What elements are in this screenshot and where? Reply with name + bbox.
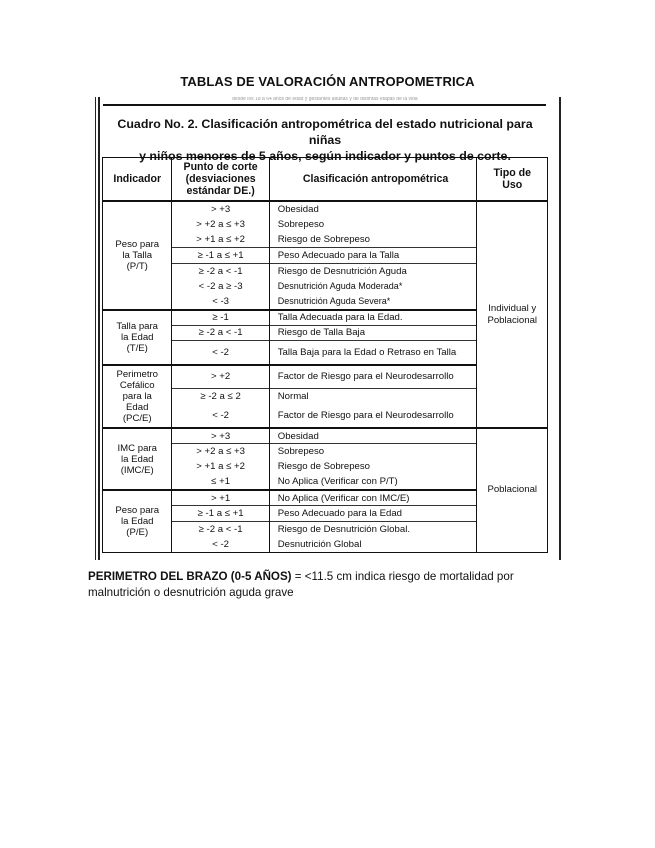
indicador-line: (T/E) — [126, 342, 148, 354]
uso-individual-poblacional — [477, 201, 548, 428]
frame-border-left-inner — [98, 97, 100, 560]
indicador-line: Perimetro — [116, 368, 159, 380]
punto-de-corte: < -3 — [172, 294, 269, 310]
indicador-line: (P/T) — [126, 260, 148, 272]
cropped-faint-text: desde los 18 a 64 años de edad y gestantes adultas y de distintas etapas de la vida — [232, 97, 418, 101]
caption-line-1: Cuadro No. 2. Clasificación antropométrica del estado nutricional para niñas — [117, 117, 533, 147]
header-tipo-de-uso — [477, 158, 548, 202]
clasificacion: No Aplica (Verificar con P/T) — [277, 476, 398, 488]
punto-de-corte: ≥ -2 a ≤ 2 — [172, 389, 269, 405]
header-indicador: Indicador — [103, 158, 172, 202]
indicador-line: (PC/E) — [122, 412, 152, 424]
caption-line-2: y niños menores de 5 años, según indicador y puntos de corte. — [139, 149, 511, 163]
indicador-line: IMC para — [117, 442, 157, 454]
punto-de-corte: > +3 — [172, 428, 269, 444]
punto-de-corte: ≥ -1 a ≤ +1 — [172, 506, 269, 522]
indicador-line: (P/E) — [126, 526, 149, 538]
punto-de-corte: > +2 — [172, 365, 269, 389]
indicador-line: Peso para — [115, 504, 160, 516]
clasificacion: Normal — [269, 389, 477, 405]
punto-de-corte: ≥ -2 a < -1 — [172, 263, 269, 279]
punto-de-corte: < -2 — [172, 341, 269, 365]
indicador-t-e — [103, 310, 172, 365]
uso-line: Poblacional — [487, 314, 538, 326]
clasificacion: Desnutrición Aguda Moderada* — [277, 280, 403, 291]
punto-de-corte: ≥ -2 a < -1 — [172, 325, 269, 341]
clasificacion: Obesidad — [269, 428, 477, 444]
table-row — [103, 428, 548, 444]
indicador-pc-e — [103, 365, 172, 429]
header-punto-line1: Punto de corte — [183, 161, 258, 173]
clasificacion: Obesidad — [269, 201, 477, 217]
punto-de-corte: > +2 a ≤ +3 — [172, 217, 269, 233]
header-uso-line1: Tipo de — [493, 167, 531, 179]
punto-de-corte: < -2 — [172, 537, 269, 553]
anthropometric-table — [102, 157, 548, 553]
indicador-line: (IMC/E) — [120, 464, 154, 476]
clasificacion: Desnutrición Aguda Severa* — [277, 295, 391, 306]
indicador-line: la Edad — [120, 515, 154, 527]
clasificacion: Sobrepeso — [269, 444, 477, 460]
footer-text-line1: <11.5 cm indica riesgo de mortalidad por — [304, 570, 514, 583]
clasificacion: Riesgo de Desnutrición Global. — [269, 521, 477, 537]
punto-de-corte: < -2 a ≥ -3 — [172, 279, 269, 295]
indicador-line: Talla para — [116, 320, 159, 332]
clasificacion: Riesgo de Sobrepeso — [277, 234, 371, 245]
indicador-p-t — [103, 201, 172, 310]
clasificacion: Desnutrición Global — [269, 537, 477, 553]
punto-de-corte: ≥ -1 a ≤ +1 — [172, 248, 269, 264]
footer-note — [88, 569, 568, 600]
punto-de-corte: ≤ +1 — [172, 475, 269, 491]
indicador-p-e — [103, 490, 172, 552]
punto-de-corte: > +1 — [172, 490, 269, 506]
top-rule — [103, 104, 546, 106]
frame-border-left — [95, 97, 96, 560]
header-punto-de-corte — [172, 158, 269, 202]
clasificacion: Peso Adecuado para la Talla — [269, 248, 477, 264]
clasificacion: Factor de Riesgo para el Neurodesarrollo — [269, 365, 477, 389]
clasificacion: Riesgo de Sobrepeso — [277, 461, 371, 473]
clasificacion: Talla Baja para la Edad o Retraso en Talla — [269, 341, 477, 365]
indicador-line: Peso para — [115, 238, 160, 250]
clasificacion: Factor de Riesgo para el Neurodesarrollo — [269, 404, 477, 428]
clasificacion: Riesgo de Desnutrición Aguda — [269, 263, 477, 279]
punto-de-corte: > +1 a ≤ +2 — [172, 459, 269, 475]
header-punto-line2: (desviaciones — [185, 173, 256, 185]
header-uso-line2: Uso — [502, 179, 523, 191]
punto-de-corte: > +1 a ≤ +2 — [172, 232, 269, 248]
indicador-imc-e — [103, 428, 172, 490]
indicador-line: para la — [122, 390, 152, 402]
footer-equals: = — [291, 570, 305, 583]
punto-de-corte: ≥ -1 — [172, 310, 269, 326]
indicador-line: la Talla — [122, 249, 153, 261]
uso-line: Individual y — [488, 302, 537, 314]
clasificacion: Riesgo de Talla Baja — [269, 325, 477, 341]
indicador-line: la Edad — [120, 331, 154, 343]
indicador-line: Edad — [126, 401, 149, 413]
table-row — [103, 201, 548, 217]
punto-de-corte: < -2 — [172, 404, 269, 428]
punto-de-corte: ≥ -2 a < -1 — [172, 521, 269, 537]
table-header-row — [103, 158, 548, 202]
punto-de-corte: > +3 — [172, 201, 269, 217]
footer-text-line2: malnutrición o desnutrición aguda grave — [88, 585, 294, 599]
indicador-line: Cefálico — [119, 379, 155, 391]
clasificacion: Talla Adecuada para la Edad. — [269, 310, 477, 326]
frame-border-right — [559, 97, 561, 560]
clasificacion: No Aplica (Verificar con IMC/E) — [269, 490, 477, 506]
header-clasificacion: Clasificación antropométrica — [269, 158, 477, 202]
punto-de-corte: > +2 a ≤ +3 — [172, 444, 269, 460]
footer-bold-label: PERIMETRO DEL BRAZO (0-5 AÑOS) — [88, 570, 292, 583]
page-title: TABLAS DE VALORACIÓN ANTROPOMETRICA — [180, 74, 475, 89]
clasificacion: Sobrepeso — [277, 218, 325, 230]
clasificacion: Peso Adecuado para la Edad — [269, 506, 477, 522]
indicador-line: la Edad — [120, 453, 154, 465]
uso-poblacional: Poblacional — [477, 428, 548, 552]
header-punto-line3: estándar DE.) — [186, 185, 255, 197]
